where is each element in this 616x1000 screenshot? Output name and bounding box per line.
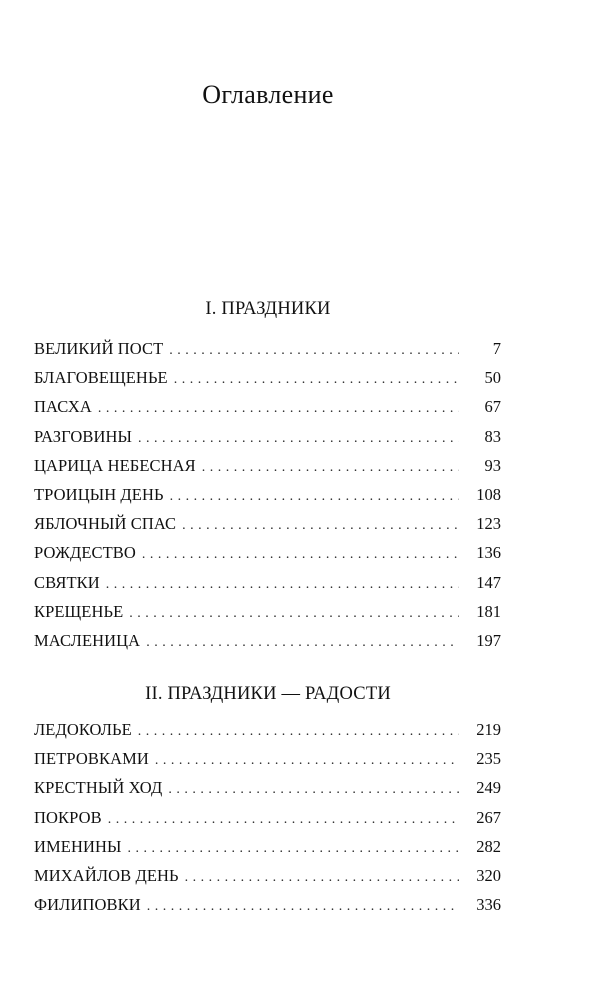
dot-leader [185, 870, 459, 886]
toc-entry[interactable] [34, 339, 501, 368]
dot-leader [170, 489, 459, 505]
toc-entry-page: 235 [476, 749, 501, 769]
toc-entry-title: ПАСХА [34, 397, 92, 417]
section-heading-2: II. ПРАЗДНИКИ — РАДОСТИ [145, 684, 391, 704]
toc-entry[interactable] [34, 837, 501, 866]
toc-entry[interactable] [34, 397, 501, 426]
toc-entry-title: ТРОИЦЫН ДЕНЬ [34, 484, 164, 504]
toc-entry-title: ФИЛИПОВКИ [34, 895, 141, 915]
dot-leader [129, 606, 459, 622]
toc-entry[interactable] [34, 427, 501, 456]
toc-entry-page: 50 [484, 368, 501, 388]
dot-leader [182, 518, 459, 534]
toc-entry-page: 320 [476, 865, 501, 885]
toc-entry-title: ИМЕНИНЫ [34, 836, 122, 856]
toc-entry-title: РОЖДЕСТВО [34, 543, 136, 563]
toc-entry-page: 136 [476, 543, 501, 563]
toc-entry-page: 93 [484, 455, 501, 475]
toc-entry[interactable] [34, 866, 501, 895]
toc-entry-title: ЦАРИЦА НЕБЕСНАЯ [34, 455, 196, 475]
toc-entry[interactable] [34, 895, 501, 924]
toc-entry[interactable] [34, 368, 501, 397]
dot-leader [106, 577, 459, 593]
toc-entry[interactable] [34, 631, 501, 660]
toc-entry-page: 249 [476, 778, 501, 798]
toc-entry-title: КРЕСТНЫЙ ХОД [34, 778, 163, 798]
toc-entry-page: 147 [476, 572, 501, 592]
toc-entry[interactable] [34, 514, 501, 543]
toc-entry[interactable] [34, 485, 501, 514]
section-heading-1: I. ПРАЗДНИКИ [205, 299, 331, 319]
toc-entry-title: БЛАГОВЕЩЕНЬЕ [34, 368, 168, 388]
toc-entry-title: МИХАЙЛОВ ДЕНЬ [34, 865, 179, 885]
toc-entry-title: ПЕТРОВКАМИ [34, 749, 149, 769]
toc-entry-page: 282 [476, 836, 501, 856]
toc-entry-page: 83 [484, 426, 501, 446]
dot-leader [98, 401, 459, 417]
toc-entry-title: ВЕЛИКИЙ ПОСТ [34, 339, 164, 358]
toc-entry-title: РАЗГОВИНЫ [34, 426, 133, 446]
toc-entry-title: СВЯТКИ [34, 572, 100, 592]
toc-entry-page: 336 [476, 895, 501, 915]
toc-entry[interactable] [34, 602, 501, 631]
dot-leader [138, 431, 459, 447]
toc-entry-page: 219 [476, 720, 501, 739]
toc-entry[interactable] [34, 749, 501, 778]
toc-entry-page: 181 [476, 601, 501, 621]
dot-leader [169, 343, 459, 359]
dot-leader [142, 547, 459, 563]
toc-list-2 [34, 720, 501, 924]
toc-entry[interactable] [34, 778, 501, 807]
dot-leader [168, 782, 459, 798]
toc-entry-title: ПОКРОВ [34, 807, 102, 827]
toc-entry-page: 108 [476, 484, 501, 504]
toc-list-1 [34, 339, 501, 660]
dot-leader [202, 460, 459, 476]
toc-entry[interactable] [34, 456, 501, 485]
dot-leader [147, 899, 459, 915]
dot-leader [108, 812, 459, 828]
toc-entry-title: ЯБЛОЧНЫЙ СПАС [34, 514, 177, 534]
toc-entry-page: 267 [476, 807, 501, 827]
toc-entry[interactable] [34, 543, 501, 572]
toc-entry-title: КРЕЩЕНЬЕ [34, 601, 124, 621]
toc-entry[interactable] [34, 808, 501, 837]
toc-entry[interactable] [34, 720, 501, 749]
dot-leader [155, 753, 459, 769]
toc-entry-page: 7 [492, 339, 501, 358]
dot-leader [138, 724, 459, 740]
dot-leader [174, 372, 459, 388]
toc-entry-title: МАСЛЕНИЦА [34, 630, 141, 650]
dot-leader [146, 635, 459, 651]
toc-entry-page: 67 [484, 397, 501, 417]
toc-entry[interactable] [34, 573, 501, 602]
toc-entry-page: 123 [476, 514, 501, 534]
toc-entry-title: ЛЕДОКОЛЬЕ [34, 720, 132, 739]
dot-leader [128, 841, 459, 857]
page-title: Оглавление [202, 80, 334, 109]
toc-entry-page: 197 [476, 630, 501, 650]
